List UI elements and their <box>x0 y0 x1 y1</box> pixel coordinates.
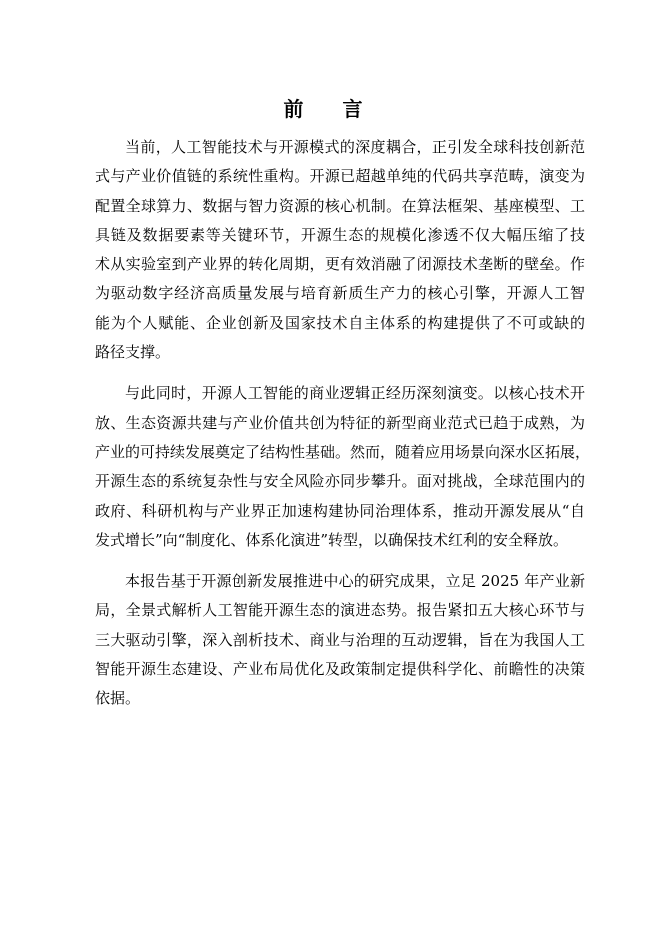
text-line: 路径支撑。 <box>95 343 171 362</box>
text-line: 当前，人工智能技术与开源模式的深度耦合，正引发全球科技创新范 <box>125 138 585 156</box>
text-line: 放、生态资源共建与产业价值共创为特征的新型商业范式已趋于成熟，为 <box>95 413 585 432</box>
text-line: 能为个人赋能、企业创新及国家技术自主体系的构建提供了不可或缺的 <box>95 313 585 332</box>
paragraph-3 <box>95 567 585 713</box>
body-text <box>95 133 591 726</box>
text-line: 依据。 <box>95 689 141 708</box>
text-line: 为驱动数字经济高质量发展与培育新质生产力的核心引擎，开源人工智 <box>95 284 585 303</box>
text-line: 本报告基于开源创新发展推进中心的研究成果，立足 2025 年产业新 <box>125 572 585 591</box>
text-line: 发式增长”向“制度化、体系化演进”转型，以确保技术红利的安全释放。 <box>95 530 569 549</box>
text-line: 产业的可持续发展奠定了结构性基础。然而，随着应用场景向深水区拓展， <box>95 442 591 461</box>
text-line: 式与产业价值链的系统性重构。开源已超越单纯的代码共享范畴，演变为 <box>95 167 585 186</box>
text-line: 智能开源生态建设、产业布局优化及政策制定提供科学化、前瞻性的决策 <box>95 660 585 679</box>
text-line: 与此同时，开源人工智能的商业逻辑正经历深刻演变。以核心技术开 <box>125 384 585 403</box>
text-line: 开源生态的系统复杂性与安全风险亦同步攀升。面对挑战，全球范围内的 <box>95 472 585 491</box>
text-line: 三大驱动引擎，深入剖析技术、商业与治理的互动逻辑，旨在为我国人工 <box>95 630 585 649</box>
text-line: 配置全球算力、数据与智力资源的核心机制。在算法框架、基座模型、工 <box>95 196 585 215</box>
paragraph-1 <box>95 133 585 367</box>
paragraph-2 <box>95 379 591 555</box>
text-line: 具链及数据要素等关键环节，开源生态的规模化渗透不仅大幅压缩了技 <box>95 225 585 244</box>
text-line: 局，全景式解析人工智能开源生态的演进态势。报告紧扣五大核心环节与 <box>95 601 585 620</box>
text-line: 术从实验室到产业界的转化周期，更有效消融了闭源技术垄断的壁垒。作 <box>95 255 585 274</box>
page-title: 前 言 <box>283 97 379 121</box>
text-line: 政府、科研机构与产业界正加速构建协同治理体系，推动开源发展从“自 <box>95 501 585 520</box>
